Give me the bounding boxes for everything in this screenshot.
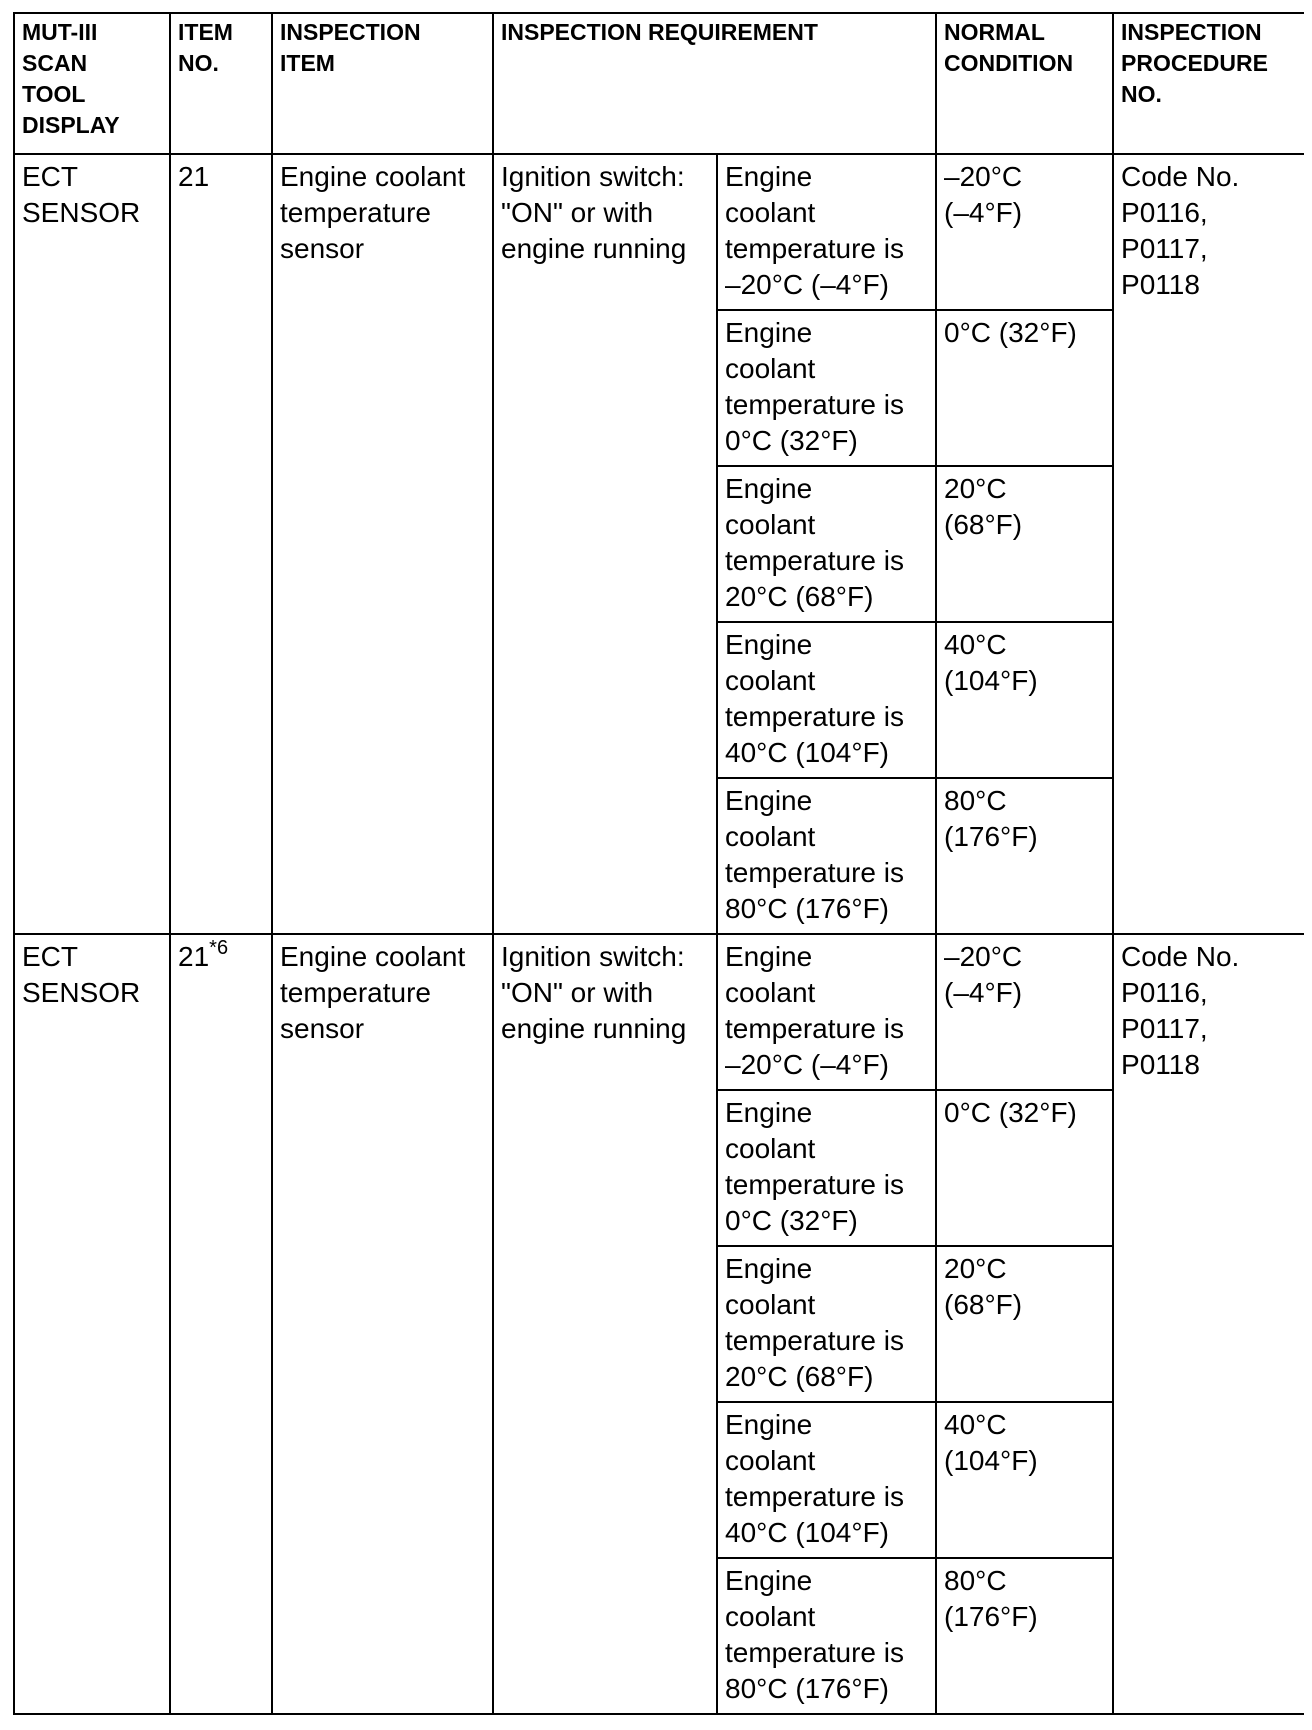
- item-no-value: 21: [178, 941, 210, 972]
- normal-condition-cell: –20°C (–4°F): [936, 934, 1113, 1090]
- item-no-footnote: *6: [209, 937, 229, 959]
- normal-condition-cell: 80°C (176°F): [936, 1558, 1113, 1714]
- condition-detail-cell: Engine coolant temperature is 40°C (104°F): [717, 622, 936, 778]
- item-no-value: 21: [178, 161, 210, 192]
- header-scan-tool-display: MUT-III SCAN TOOL DISPLAY: [14, 13, 170, 154]
- normal-condition-cell: 20°C (68°F): [936, 466, 1113, 622]
- item-no-cell: [170, 154, 272, 934]
- normal-condition-cell: 40°C (104°F): [936, 1402, 1113, 1558]
- normal-condition-cell: 20°C (68°F): [936, 1246, 1113, 1402]
- table-body: [14, 154, 1304, 1714]
- header-inspection-item: INSPECTION ITEM: [272, 13, 493, 154]
- inspection-table: [13, 12, 1304, 1715]
- normal-condition-cell: 0°C (32°F): [936, 310, 1113, 466]
- table-row: [14, 154, 1304, 310]
- normal-condition-cell: 0°C (32°F): [936, 1090, 1113, 1246]
- inspection-item-cell: Engine coolant temperature sensor: [272, 934, 493, 1714]
- header-normal-condition: NORMAL CONDITION: [936, 13, 1113, 154]
- condition-detail-cell: Engine coolant temperature is 80°C (176°F): [717, 778, 936, 934]
- normal-condition-cell: 40°C (104°F): [936, 622, 1113, 778]
- normal-condition-cell: –20°C (–4°F): [936, 154, 1113, 310]
- condition-detail-cell: Engine coolant temperature is 0°C (32°F): [717, 1090, 936, 1246]
- procedure-no-cell: Code No. P0116, P0117, P0118: [1113, 154, 1304, 934]
- condition-detail-cell: Engine coolant temperature is 0°C (32°F): [717, 310, 936, 466]
- inspection-requirement-cell: Ignition switch: "ON" or with engine running: [493, 934, 717, 1714]
- table-row: [14, 934, 1304, 1090]
- condition-detail-cell: Engine coolant temperature is 20°C (68°F): [717, 1246, 936, 1402]
- item-no-cell: [170, 934, 272, 1714]
- inspection-requirement-cell: Ignition switch: "ON" or with engine running: [493, 154, 717, 934]
- procedure-no-cell: Code No. P0116, P0117, P0118: [1113, 934, 1304, 1714]
- header-item-no: ITEM NO.: [170, 13, 272, 154]
- normal-condition-cell: 80°C (176°F): [936, 778, 1113, 934]
- header-inspection-requirement: INSPECTION REQUIREMENT: [493, 13, 936, 154]
- scan-tool-display-cell: ECT SENSOR: [14, 154, 170, 934]
- document-page: [13, 12, 1304, 1715]
- header-procedure-no: INSPECTION PROCEDURE NO.: [1113, 13, 1304, 154]
- condition-detail-cell: Engine coolant temperature is –20°C (–4°F): [717, 934, 936, 1090]
- condition-detail-cell: Engine coolant temperature is –20°C (–4°F): [717, 154, 936, 310]
- scan-tool-display-cell: ECT SENSOR: [14, 934, 170, 1714]
- table-header-row: [14, 13, 1304, 154]
- condition-detail-cell: Engine coolant temperature is 20°C (68°F): [717, 466, 936, 622]
- inspection-item-cell: Engine coolant temperature sensor: [272, 154, 493, 934]
- condition-detail-cell: Engine coolant temperature is 80°C (176°F): [717, 1558, 936, 1714]
- condition-detail-cell: Engine coolant temperature is 40°C (104°F): [717, 1402, 936, 1558]
